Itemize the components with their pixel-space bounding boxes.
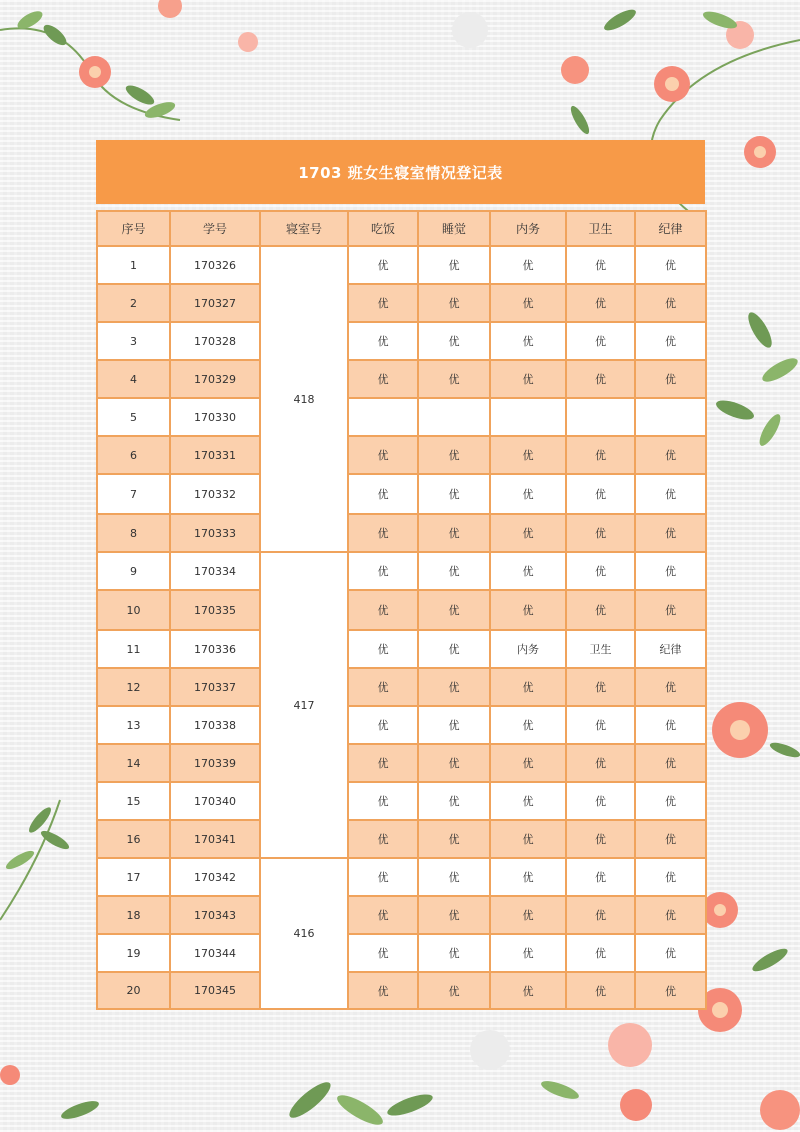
- cell-rating: 优: [566, 896, 635, 934]
- column-header-hygiene: 卫生: [566, 211, 635, 246]
- cell-rating: 优: [490, 514, 566, 552]
- cell-rating: 优: [566, 668, 635, 706]
- cell-rating: 优: [635, 360, 706, 398]
- table-row: [97, 706, 706, 744]
- cell-student-id: 170340: [170, 782, 260, 820]
- cell-rating: 优: [418, 858, 490, 896]
- cell-rating: 优: [348, 474, 418, 514]
- cell-rating: 优: [566, 744, 635, 782]
- cell-rating: 优: [635, 934, 706, 972]
- cell-student-id: 170335: [170, 590, 260, 630]
- cell-rating: 优: [348, 514, 418, 552]
- cell-rating: 优: [566, 246, 635, 284]
- cell-rating: 优: [490, 934, 566, 972]
- cell-rating: 优: [418, 284, 490, 322]
- cell-rating: 优: [418, 360, 490, 398]
- cell-rating: [635, 398, 706, 436]
- column-header-no: 序号: [97, 211, 170, 246]
- cell-rating: 优: [635, 782, 706, 820]
- cell-no: 11: [97, 630, 170, 668]
- table-row: [97, 246, 706, 284]
- left-bottom-leaves-icon: [0, 800, 71, 920]
- cell-rating: 优: [490, 590, 566, 630]
- table-row: [97, 896, 706, 934]
- cell-rating: 优: [566, 590, 635, 630]
- cell-rating: 优: [490, 552, 566, 590]
- right-leaves-icon: [714, 309, 800, 448]
- cell-student-id: 170334: [170, 552, 260, 590]
- cell-rating: 优: [348, 552, 418, 590]
- cell-rating: 优: [418, 436, 490, 474]
- cell-rating: 优: [348, 782, 418, 820]
- table-row: [97, 322, 706, 360]
- cell-room: 416: [260, 858, 348, 1009]
- cell-rating: 优: [348, 858, 418, 896]
- cell-no: 5: [97, 398, 170, 436]
- cell-rating: 优: [566, 972, 635, 1009]
- cell-rating: 纪律: [635, 630, 706, 668]
- cell-rating: [490, 398, 566, 436]
- cell-rating: 优: [348, 436, 418, 474]
- cell-student-id: 170329: [170, 360, 260, 398]
- cell-no: 3: [97, 322, 170, 360]
- cell-student-id: 170341: [170, 820, 260, 858]
- cell-rating: 优: [348, 322, 418, 360]
- cell-rating: 优: [635, 284, 706, 322]
- header-row: [97, 211, 706, 246]
- cell-rating: 优: [490, 360, 566, 398]
- table-body: [97, 246, 706, 1009]
- right-middle-flower-icon: [712, 702, 800, 760]
- cell-student-id: 170328: [170, 322, 260, 360]
- cell-rating: 优: [566, 934, 635, 972]
- cell-rating: 优: [566, 858, 635, 896]
- table-row: [97, 858, 706, 896]
- cell-no: 7: [97, 474, 170, 514]
- cell-rating: 优: [566, 284, 635, 322]
- table-row: [97, 934, 706, 972]
- cell-no: 17: [97, 858, 170, 896]
- cell-rating: 优: [566, 552, 635, 590]
- cell-rating: 优: [348, 246, 418, 284]
- cell-no: 19: [97, 934, 170, 972]
- cell-rating: 优: [348, 360, 418, 398]
- cell-rating: 优: [418, 668, 490, 706]
- column-header-sleeping: 睡觉: [418, 211, 490, 246]
- cell-room: 417: [260, 552, 348, 858]
- cell-no: 6: [97, 436, 170, 474]
- table-row: [97, 514, 706, 552]
- cell-rating: 优: [635, 820, 706, 858]
- table-row: [97, 360, 706, 398]
- cell-rating: [418, 398, 490, 436]
- table-row: [97, 972, 706, 1009]
- cell-rating: 优: [418, 782, 490, 820]
- cell-rating: 优: [566, 474, 635, 514]
- column-header-eating: 吃饭: [348, 211, 418, 246]
- cell-rating: 优: [418, 322, 490, 360]
- cell-rating: 优: [490, 782, 566, 820]
- cell-rating: 优: [418, 552, 490, 590]
- cell-rating: 优: [566, 820, 635, 858]
- cell-rating: 优: [566, 514, 635, 552]
- cell-student-id: 170344: [170, 934, 260, 972]
- cell-rating: 优: [490, 820, 566, 858]
- cell-rating: 内务: [490, 630, 566, 668]
- table-row: [97, 782, 706, 820]
- registration-sheet: [96, 140, 705, 1010]
- cell-rating: 优: [348, 934, 418, 972]
- cell-rating: 优: [348, 630, 418, 668]
- cell-rating: 卫生: [566, 630, 635, 668]
- cell-rating: 优: [566, 706, 635, 744]
- cell-no: 20: [97, 972, 170, 1009]
- table-row: [97, 474, 706, 514]
- cell-rating: 优: [490, 436, 566, 474]
- cell-rating: 优: [635, 590, 706, 630]
- table-row: [97, 552, 706, 590]
- cell-student-id: 170327: [170, 284, 260, 322]
- cell-student-id: 170342: [170, 858, 260, 896]
- table-row: [97, 668, 706, 706]
- column-header-housekeeping: 内务: [490, 211, 566, 246]
- cell-rating: 优: [566, 782, 635, 820]
- cell-rating: 优: [635, 858, 706, 896]
- table-row: [97, 820, 706, 858]
- cell-rating: 优: [418, 820, 490, 858]
- cell-student-id: 170332: [170, 474, 260, 514]
- cell-no: 1: [97, 246, 170, 284]
- cell-student-id: 170345: [170, 972, 260, 1009]
- cell-rating: 优: [635, 246, 706, 284]
- table-row: [97, 436, 706, 474]
- table-row: [97, 744, 706, 782]
- sheet-title-bar: [96, 140, 705, 204]
- cell-no: 9: [97, 552, 170, 590]
- cell-rating: 优: [490, 896, 566, 934]
- cell-student-id: 170326: [170, 246, 260, 284]
- cell-student-id: 170330: [170, 398, 260, 436]
- cell-rating: 优: [635, 552, 706, 590]
- cell-rating: 优: [418, 246, 490, 284]
- cell-rating: 优: [418, 590, 490, 630]
- cell-rating: 优: [348, 284, 418, 322]
- page-title: 1703 班女生寝室情况登记表: [298, 163, 503, 182]
- cell-student-id: 170339: [170, 744, 260, 782]
- cell-rating: 优: [490, 322, 566, 360]
- cell-rating: 优: [348, 896, 418, 934]
- cell-rating: 优: [490, 474, 566, 514]
- cell-no: 13: [97, 706, 170, 744]
- cell-rating: 优: [418, 474, 490, 514]
- cell-rating: 优: [635, 514, 706, 552]
- cell-rating: 优: [348, 706, 418, 744]
- cell-rating: 优: [418, 706, 490, 744]
- cell-rating: 优: [635, 744, 706, 782]
- cell-rating: 优: [490, 706, 566, 744]
- cell-rating: 优: [566, 322, 635, 360]
- column-header-room: 寝室号: [260, 211, 348, 246]
- cell-rating: 优: [635, 972, 706, 1009]
- cell-rating: 优: [566, 436, 635, 474]
- cell-rating: 优: [348, 590, 418, 630]
- cell-rating: 优: [418, 896, 490, 934]
- cell-rating: 优: [490, 858, 566, 896]
- cell-rating: 优: [418, 744, 490, 782]
- cell-no: 2: [97, 284, 170, 322]
- column-header-discipline: 纪律: [635, 211, 706, 246]
- table-row: [97, 590, 706, 630]
- cell-rating: [348, 398, 418, 436]
- cell-rating: [566, 398, 635, 436]
- cell-rating: 优: [635, 896, 706, 934]
- table-row: [97, 398, 706, 436]
- cell-rating: 优: [418, 934, 490, 972]
- cell-no: 8: [97, 514, 170, 552]
- cell-no: 15: [97, 782, 170, 820]
- cell-rating: 优: [418, 514, 490, 552]
- cell-no: 12: [97, 668, 170, 706]
- cell-student-id: 170338: [170, 706, 260, 744]
- cell-student-id: 170336: [170, 630, 260, 668]
- table-row: [97, 284, 706, 322]
- cell-rating: 优: [566, 360, 635, 398]
- cell-no: 18: [97, 896, 170, 934]
- cell-rating: 优: [490, 668, 566, 706]
- cell-no: 16: [97, 820, 170, 858]
- dorm-table: [96, 210, 707, 1010]
- cell-rating: 优: [490, 972, 566, 1009]
- cell-rating: 优: [418, 630, 490, 668]
- cell-rating: 优: [348, 820, 418, 858]
- cell-rating: 优: [348, 972, 418, 1009]
- cell-rating: 优: [348, 668, 418, 706]
- cell-student-id: 170331: [170, 436, 260, 474]
- cell-rating: 优: [490, 284, 566, 322]
- cell-rating: 优: [635, 706, 706, 744]
- cell-no: 14: [97, 744, 170, 782]
- cell-rating: 优: [635, 668, 706, 706]
- cell-student-id: 170333: [170, 514, 260, 552]
- column-header-student-id: 学号: [170, 211, 260, 246]
- cell-rating: 优: [348, 744, 418, 782]
- cell-rating: 优: [635, 474, 706, 514]
- cell-rating: 优: [635, 436, 706, 474]
- cell-student-id: 170343: [170, 896, 260, 934]
- cell-rating: 优: [418, 972, 490, 1009]
- cell-student-id: 170337: [170, 668, 260, 706]
- table-row: [97, 630, 706, 668]
- cell-room: 418: [260, 246, 348, 552]
- cell-no: 10: [97, 590, 170, 630]
- cell-rating: 优: [490, 246, 566, 284]
- cell-no: 4: [97, 360, 170, 398]
- cell-rating: 优: [635, 322, 706, 360]
- cell-rating: 优: [490, 744, 566, 782]
- top-left-flowers-icon: [0, 0, 258, 121]
